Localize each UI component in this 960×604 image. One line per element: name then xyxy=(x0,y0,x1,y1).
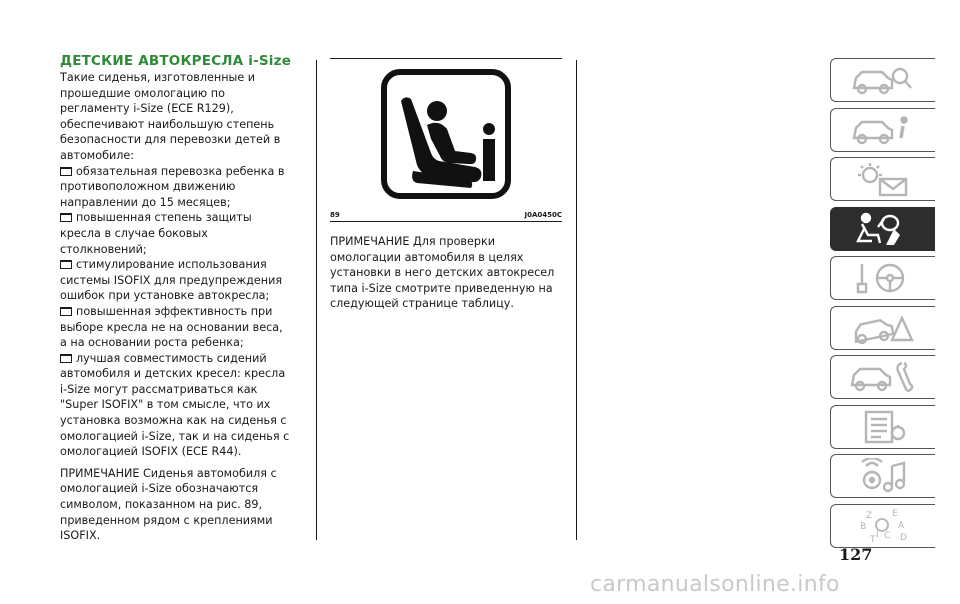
left-note: ПРИМЕЧАНИЕ Сиденья автомобиля с омологацией i-Size обозначаются символом, показанном на рис. 89, приведенном рядом с креплениями ISOFIX. xyxy=(60,466,277,543)
tab-starting-driving[interactable] xyxy=(830,256,935,300)
left-column xyxy=(60,52,292,544)
section-title: ДЕТСКИЕ АВТОКРЕСЛА i-Size xyxy=(60,53,292,69)
warning-lights-message-icon xyxy=(848,161,918,197)
index-letter: B xyxy=(860,521,867,532)
tab-safety[interactable] xyxy=(830,207,935,251)
index-letter: C xyxy=(884,530,891,541)
index-letter: E xyxy=(892,508,898,519)
index-letter: A xyxy=(898,520,905,531)
tab-maintenance[interactable] xyxy=(830,355,935,399)
bullet-item: повышенная эффективность при выборе кресла не на основании веса, а на основании роста ребенка; xyxy=(60,304,283,350)
intro-paragraph: Такие сиденья, изготовленные и прошедшие омологацию по регламенту i-Size (ECE R129), обеспечивают наибольшую степень безопасности для перевозки детей в автомобиле: xyxy=(60,71,281,162)
tab-technical-data[interactable] xyxy=(830,405,935,449)
index-letter: I xyxy=(876,529,879,540)
tab-multimedia[interactable] xyxy=(830,454,935,498)
multimedia-icon xyxy=(848,458,918,494)
index-letter: D xyxy=(900,532,907,543)
passenger-airbag-safety-icon xyxy=(848,211,918,247)
key-steering-wheel-icon xyxy=(848,260,918,296)
bullet-marker-icon xyxy=(60,167,72,176)
column-divider xyxy=(316,60,317,540)
car-info-icon xyxy=(848,112,918,148)
car-warning-triangle-icon xyxy=(848,310,918,346)
bullet-marker-icon xyxy=(60,354,72,363)
index-letter: T xyxy=(870,534,876,545)
column-divider xyxy=(576,60,577,540)
alphabetical-index-icon xyxy=(848,507,918,545)
middle-column xyxy=(330,58,562,312)
page-number: 127 xyxy=(839,545,873,564)
tab-index[interactable] xyxy=(830,504,935,548)
figure-code: J0A0450C xyxy=(524,211,562,219)
tab-warning-lights[interactable] xyxy=(830,157,935,201)
bullet-marker-icon xyxy=(60,307,72,316)
middle-note: ПРИМЕЧАНИЕ Для проверки омологации автомобиля в целях установки в него детских автокресел типа i-Size смотрите приведенную на следующей странице таблицу. xyxy=(330,235,555,311)
bullet-item: обязательная перевозка ребенка в противоположном движению направлении до 15 месяцев; xyxy=(60,164,285,209)
isize-seat-symbol-icon xyxy=(379,67,513,201)
tab-car-search[interactable] xyxy=(830,58,935,102)
figure-bottom-rule xyxy=(330,221,562,222)
bullet-item: стимулирование использования системы ISOFIX для предупреждения ошибок при установке автокресла; xyxy=(60,258,283,303)
car-search-icon xyxy=(848,62,918,98)
bullet-item: лучшая совместимость сидений автомобиля и детских кресел: кресла i-Size могут рассматриваться как "Super ISOFIX" в том смысле, что их установка возможна как на сиденья с омологацией i-Size, так и на сиденья с омологацией ISOFIX (ECE R44). xyxy=(60,351,290,459)
figure-caption xyxy=(330,209,562,219)
figure-number: 89 xyxy=(330,211,340,219)
technical-data-sheet-icon xyxy=(848,409,918,445)
tab-emergency[interactable] xyxy=(830,306,935,350)
chapter-tabs xyxy=(830,58,935,553)
bullet-item: повышенная степень защиты кресла в случае боковых столкновений; xyxy=(60,211,252,256)
tab-car-info[interactable] xyxy=(830,108,935,152)
index-letter: Z xyxy=(866,510,873,521)
figure-89 xyxy=(330,59,562,209)
car-wrench-icon xyxy=(848,359,918,395)
bullet-marker-icon xyxy=(60,213,72,222)
bullet-marker-icon xyxy=(60,260,72,269)
watermark: carmanualsonline.info xyxy=(590,572,840,597)
